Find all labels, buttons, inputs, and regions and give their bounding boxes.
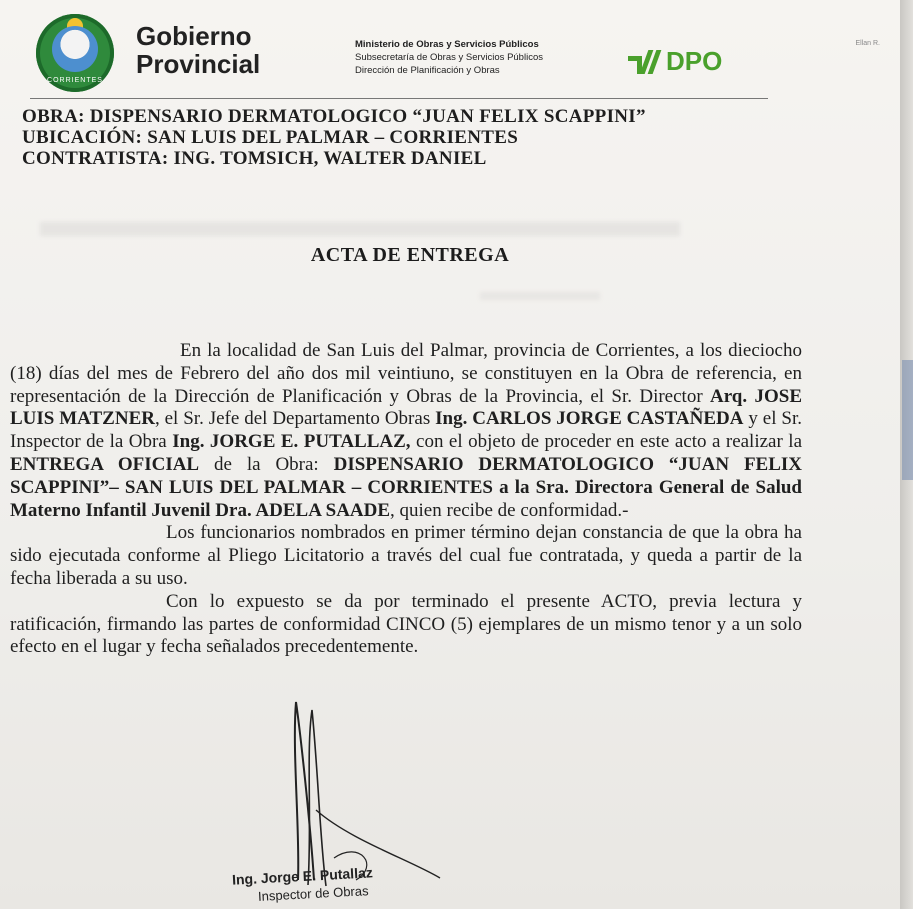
text: , quien recibe de conformidad.- [390, 499, 629, 521]
text-bold: DISPENSARIO DERMATOLOGICO “JUAN FELIX SCAPPINI”– SAN LUIS DEL PALMAR – CORRIENTES a la Sra. Directora General de Salud Materno Infantil Juvenil Dra. ADELA SAADE [10, 453, 803, 521]
signature-name: Ing. Jorge E. Putallaz [231, 864, 374, 888]
ministry-line3: Dirección de Planificación y Obras [355, 65, 500, 76]
text-bold: ENTREGA OFICIAL [10, 453, 200, 475]
letterhead [30, 8, 890, 100]
ministry-block [355, 38, 543, 77]
dpo-label: DPO [666, 46, 723, 76]
paragraph-1 [10, 340, 802, 522]
seal-text: CORRIENTES [47, 77, 103, 84]
corner-note: Ellan R. [855, 40, 880, 47]
bleed-through [40, 222, 680, 236]
contratista-line: CONTRATISTA: ING. TOMSICH, WALTER DANIEL [22, 148, 487, 169]
text: y el Sr. Inspector de la Obra [10, 408, 802, 453]
ministry-line1: Ministerio de Obras y Servicios Públicos [355, 39, 539, 50]
text: , el Sr. Jefe del Departamento Obras [154, 408, 436, 430]
obra-line: OBRA: DISPENSARIO DERMATOLOGICO “JUAN FELIX SCAPPINI” [22, 106, 646, 127]
paragraph-3: Con lo expuesto se da por terminado el presente ACTO, previa lectura y ratificación, firmando las partes de conformidad CINCO (5) ejemplares de un mismo tenor y a un solo efecto en el lugar y fecha señalados precedentemente. [10, 590, 802, 658]
text-bold: Ing. CARLOS JORGE CASTAÑEDA [435, 408, 744, 430]
ubicacion-line: UBICACIÓN: SAN LUIS DEL PALMAR – CORRIENTES [22, 127, 519, 148]
gov-line1: Gobierno [136, 21, 252, 51]
background-edge [900, 0, 913, 909]
province-seal-icon [36, 14, 114, 92]
text-bold: Arq. JOSE LUIS MATZNER [10, 385, 802, 430]
text: de la Obra: [199, 453, 334, 475]
handwritten-signature [240, 690, 460, 890]
ministry-line2: Subsecretaría de Obras y Servicios Públicos [355, 52, 543, 63]
dpo-mark-icon [628, 50, 662, 74]
document-title: ACTA DE ENTREGA [310, 244, 510, 266]
bleed-through [480, 292, 600, 300]
header-rule [30, 98, 768, 99]
dpo-logo [628, 46, 722, 77]
signature-role: Inspector de Obras [257, 883, 369, 904]
text: En la localidad de San Luis del Palmar, provincia de Corrientes, a los dieciocho (18) días del mes de Febrero del año dos mil veintiuno, se constituyen en la Obra de referencia, en representación de la Dirección de Planificación y Obras de la Provincia, el Sr. Director [10, 340, 802, 407]
text: con el objeto de proceder en este acto a realizar la [410, 431, 802, 453]
body-text [10, 340, 802, 659]
government-title [136, 22, 260, 78]
paragraph-2: Los funcionarios nombrados en primer término dejan constancia de que la obra ha sido ejecutada conforme al Pliego Licitatorio a través del cual fue contratada, y queda a partir de la fecha liberada a su uso. [10, 522, 802, 589]
gov-line2: Provincial [136, 49, 261, 79]
obra-block [22, 106, 646, 169]
text-bold: Ing. JORGE E. PUTALLAZ, [172, 431, 411, 453]
